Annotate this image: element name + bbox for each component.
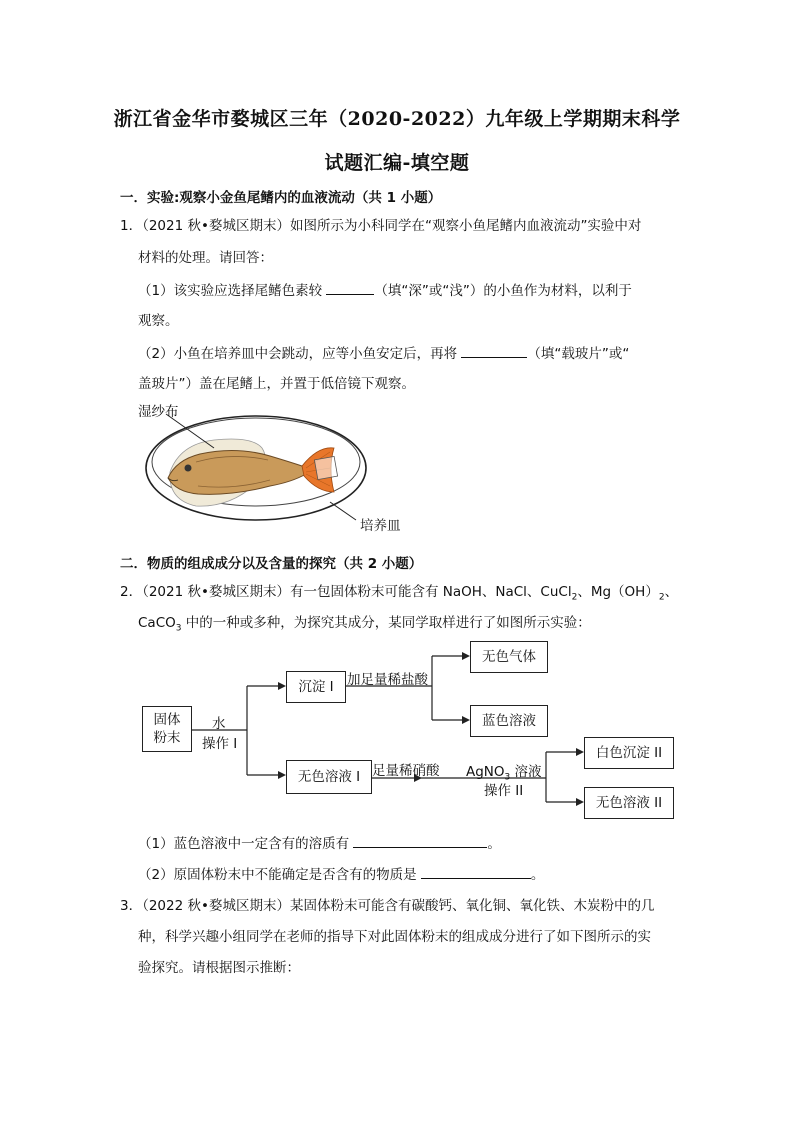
flow-box-precipitate-1: 沉淀 I	[286, 671, 346, 703]
agno3-text: AgNO	[466, 764, 505, 780]
q2-ask2	[138, 864, 544, 885]
flow-box-blue-solution: 蓝色溶液	[470, 705, 548, 737]
q2-ask1-end: 。	[487, 836, 501, 852]
flow-label-op1: 操作 I	[202, 736, 238, 752]
q2-ask2-end: 。	[530, 867, 545, 883]
q1-part2-cont: 盖玻片”）盖在尾鳍上，并置于低倍镜下观察。	[138, 376, 415, 392]
solid-powder-line1: 固体	[153, 712, 181, 728]
q2-line2	[138, 613, 591, 639]
cover-slip	[314, 456, 337, 479]
q1-line2: 材料的处理。请回答：	[138, 250, 273, 266]
q2-subscript-2: 2	[658, 592, 665, 603]
doc-title-line1: 浙江省金华市婺城区三年（2020-2022）九年级上学期期末科学	[113, 108, 681, 130]
q2-line1	[120, 582, 678, 608]
q2-answer-blank-2[interactable]	[421, 864, 531, 879]
section2-heading: 二．物质的组成成分以及含量的探究（共 2 小题）	[120, 556, 423, 572]
fig-label-petri-dish: 培养皿	[360, 518, 401, 534]
fish-eye	[185, 465, 192, 472]
q2-answer-blank-1[interactable]	[353, 833, 487, 848]
agno3-text-b: 溶液	[510, 764, 542, 780]
q2-line1-text-c: 、	[664, 584, 679, 600]
q2-ask1	[138, 833, 501, 854]
q3-line1: 3．（2022 秋•婺城区期末）某固体粉末可能含有碳酸钙、氧化铜、氧化铁、木炭粉中的几	[120, 898, 655, 914]
agno3-subscript: 3	[504, 772, 511, 783]
solid-powder-line2: 粉末	[153, 730, 181, 746]
q2-ask2-text: （2）原固体粉末中不能确定是否含有的物质是	[138, 867, 421, 883]
flow-label-op2: 操作 II	[484, 783, 524, 799]
flow-label-add-hcl: 加足量稀盐酸	[347, 672, 428, 688]
q1-part1-cont: 观察。	[138, 313, 179, 329]
fig-label-wet-gauze: 湿纱布	[138, 404, 179, 420]
q2-subscript-1: 2	[571, 592, 578, 603]
flow-label-water: 水	[212, 716, 226, 732]
q1-part1-text-a: （1）该实验应选择尾鳍色素较	[138, 283, 327, 299]
q1-part2-text-a: （2）小鱼在培养皿中会跳动，应等小鱼安定后，再将	[138, 346, 462, 362]
flow-box-colorless-solution-2: 无色溶液 II	[584, 787, 674, 819]
flow-box-colorless-gas: 无色气体	[470, 641, 548, 673]
q1-part2-text-b: （填“载玻片”或“	[527, 346, 630, 362]
q1-part1-text-b: （填“深”或“浅”）的小鱼作为材料，以利于	[374, 283, 632, 299]
q3-line2: 种，科学兴趣小组同学在老师的指导下对此固体粉末的组成成分进行了如下图所示的实	[138, 929, 651, 945]
flow-box-colorless-solution-1: 无色溶液 I	[286, 760, 372, 794]
q2-line2-text-a: CaCO	[138, 615, 176, 631]
q2-line2-text-b: 中的一种或多种，为探究其成分，某同学取样进行了如图所示实验：	[181, 615, 591, 631]
q2-subscript-3: 3	[175, 623, 182, 634]
q1-line1: 1．（2021 秋•婺城区期末）如图所示为小科同学在“观察小鱼尾鳍内血液流动”实验中对	[120, 218, 642, 234]
flow-box-solid-powder	[142, 706, 192, 752]
flow-box-white-precipitate-2: 白色沉淀 II	[584, 737, 674, 769]
flow-label-add-hno3: 足量稀硝酸	[372, 763, 440, 779]
q3-line3: 验探究。请根据图示推断：	[138, 960, 300, 976]
section1-heading: 一．实验:观察小金鱼尾鳍内的血液流动（共 1 小题）	[120, 190, 442, 206]
q2-line1-text-b: 、Mg（OH）	[577, 584, 659, 600]
dish-leader-line	[330, 502, 356, 520]
q2-line1-text-a: 2．（2021 秋•婺城区期末）有一包固体粉末可能含有 NaOH、NaCl、CuCl	[120, 584, 572, 600]
q2-ask1-text: （1）蓝色溶液中一定含有的溶质有	[138, 836, 354, 852]
doc-title-line2: 试题汇编-填空题	[324, 152, 470, 174]
